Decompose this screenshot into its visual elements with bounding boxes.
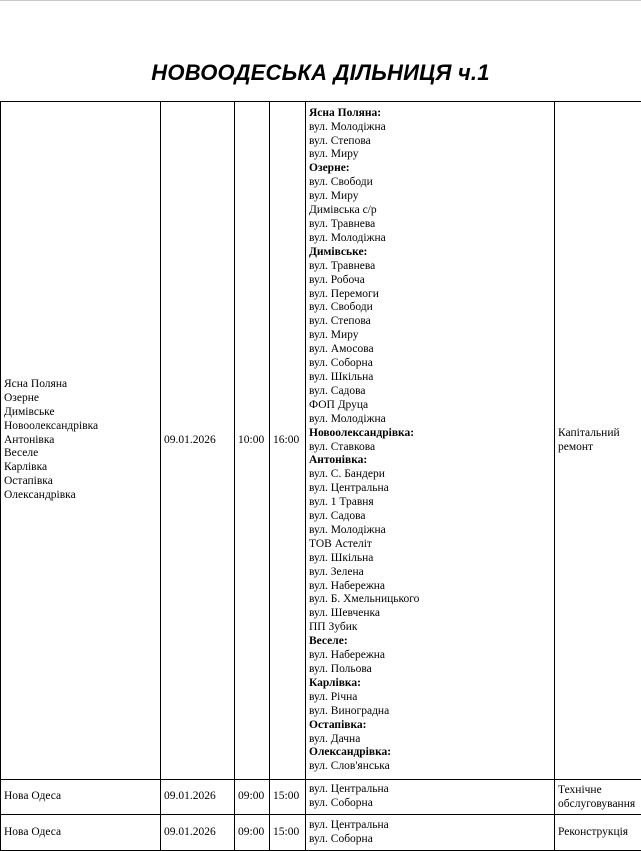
- street-name: вул. Степова: [309, 134, 371, 147]
- village-heading: Новоолександрівка:: [309, 426, 415, 439]
- street-name: вул. 1 Травня: [309, 496, 374, 509]
- street-name: вул. Виноградна: [309, 704, 390, 717]
- page-title: НОВООДЕСЬКА ДІЛЬНИЦЯ ч.1: [151, 60, 490, 85]
- village-heading: Ясна Поляна:: [309, 106, 382, 119]
- date-cell: 09.01.2026: [161, 780, 235, 815]
- streets-cell: [306, 815, 555, 851]
- street-name: вул. Миру: [309, 190, 359, 203]
- street-name: ФОП Друца: [309, 398, 369, 411]
- street-name: вул. Молодіжна: [309, 412, 386, 425]
- street-name: вул. Миру: [309, 148, 359, 161]
- street-name: вул. Центральна: [309, 818, 389, 831]
- street-name: вул. Садова: [309, 510, 366, 523]
- settlement-name: Димівське: [4, 405, 55, 418]
- street-name: вул. Зелена: [309, 565, 364, 578]
- settlement-name: Нова Одеса: [4, 790, 62, 803]
- street-name: вул. Амосова: [309, 343, 374, 356]
- settlement-name: Остапівка: [4, 475, 53, 488]
- settlements-cell: [1, 102, 161, 780]
- street-name: вул. Набережна: [309, 579, 386, 592]
- street-name: вул. Свободи: [309, 301, 373, 314]
- start-time-cell: 10:00: [235, 102, 270, 780]
- village-heading: Димівське:: [309, 245, 368, 258]
- streets-cell: [306, 102, 555, 780]
- work-type-cell: [555, 102, 641, 780]
- street-name: вул. Шкільна: [309, 551, 374, 564]
- street-name: вул. Шкільна: [309, 370, 374, 383]
- settlement-name: Веселе: [4, 447, 39, 460]
- street-name: вул. Ставкова: [309, 440, 376, 453]
- settlement-name: Озерне: [4, 391, 39, 404]
- street-name: вул. Соборна: [309, 797, 373, 809]
- date-cell: 09.01.2026: [161, 815, 235, 851]
- street-name: ПП Зубик: [309, 621, 358, 634]
- village-heading: Антонівка:: [309, 454, 368, 467]
- street-name: вул. Річна: [309, 690, 358, 703]
- street-name: вул. Соборна: [309, 832, 373, 845]
- street-name: вул. Молодіжна: [309, 231, 386, 244]
- street-name: вул. Степова: [309, 315, 371, 328]
- street-name: вул. Травнева: [309, 259, 376, 272]
- village-heading: Олександрівка:: [309, 746, 392, 759]
- street-name: вул. Шевченка: [309, 607, 381, 620]
- street-name: вул. Молодіжна: [309, 120, 386, 133]
- street-name: ТОВ Астеліт: [309, 537, 372, 550]
- street-name: вул. Центральна: [309, 783, 389, 796]
- settlement-name: Антонівка: [4, 433, 55, 446]
- street-name: вул. Молодіжна: [309, 523, 386, 536]
- settlements-cell: [1, 815, 161, 851]
- start-time-cell: 09:00: [235, 815, 270, 851]
- settlement-name: Нова Одеса: [4, 825, 62, 838]
- settlement-name: Новоолександрівка: [4, 419, 99, 432]
- street-name: вул. Дачна: [309, 732, 361, 745]
- work-type-text: Капітальний: [558, 426, 620, 439]
- street-name: вул. Свободи: [309, 176, 373, 189]
- street-name: вул. Миру: [309, 329, 359, 342]
- work-type-cell: [555, 780, 641, 815]
- top-divider: [0, 0, 641, 1]
- date-cell: 09.01.2026: [161, 102, 235, 780]
- settlement-name: Олександрівка: [4, 489, 76, 502]
- village-heading: Карлівка:: [309, 676, 361, 689]
- street-name: Димівська с/р: [309, 204, 377, 217]
- start-time-cell: 09:00: [235, 780, 270, 815]
- settlement-name: Карлівка: [4, 461, 48, 474]
- village-heading: Остапівка:: [309, 718, 367, 731]
- end-time-cell: 15:00: [270, 815, 306, 851]
- street-name: вул. Травнева: [309, 218, 376, 230]
- village-heading: Веселе:: [309, 635, 348, 648]
- work-type-text: Технічне: [558, 784, 602, 796]
- table-row: [1, 780, 641, 815]
- street-name: вул. Перемоги: [309, 287, 379, 300]
- street-name: вул. Соборна: [309, 357, 373, 370]
- settlements-cell: [1, 780, 161, 815]
- work-type-text: ремонт: [558, 440, 594, 453]
- street-name: вул. Набережна: [309, 649, 386, 662]
- work-type-cell: [555, 815, 641, 851]
- table-row: [1, 815, 641, 851]
- work-type-text: обслуговування: [558, 797, 636, 810]
- end-time-cell: 15:00: [270, 780, 306, 815]
- street-name: вул. Б. Хмельницького: [309, 593, 420, 606]
- street-name: вул. Слов'янська: [309, 760, 390, 773]
- street-name: вул. Польова: [309, 663, 372, 675]
- street-name: вул. С. Бандери: [309, 468, 385, 481]
- outage-schedule-table: [0, 101, 641, 851]
- street-name: вул. Робоча: [309, 273, 365, 286]
- end-time-cell: 16:00: [270, 102, 306, 780]
- streets-cell: [306, 780, 555, 815]
- street-name: вул. Садова: [309, 384, 366, 397]
- table-row: [1, 102, 641, 780]
- street-name: вул. Центральна: [309, 482, 389, 495]
- work-type-text: Реконструкція: [558, 825, 629, 838]
- settlement-name: Ясна Поляна: [4, 377, 68, 390]
- village-heading: Озерне:: [309, 162, 350, 175]
